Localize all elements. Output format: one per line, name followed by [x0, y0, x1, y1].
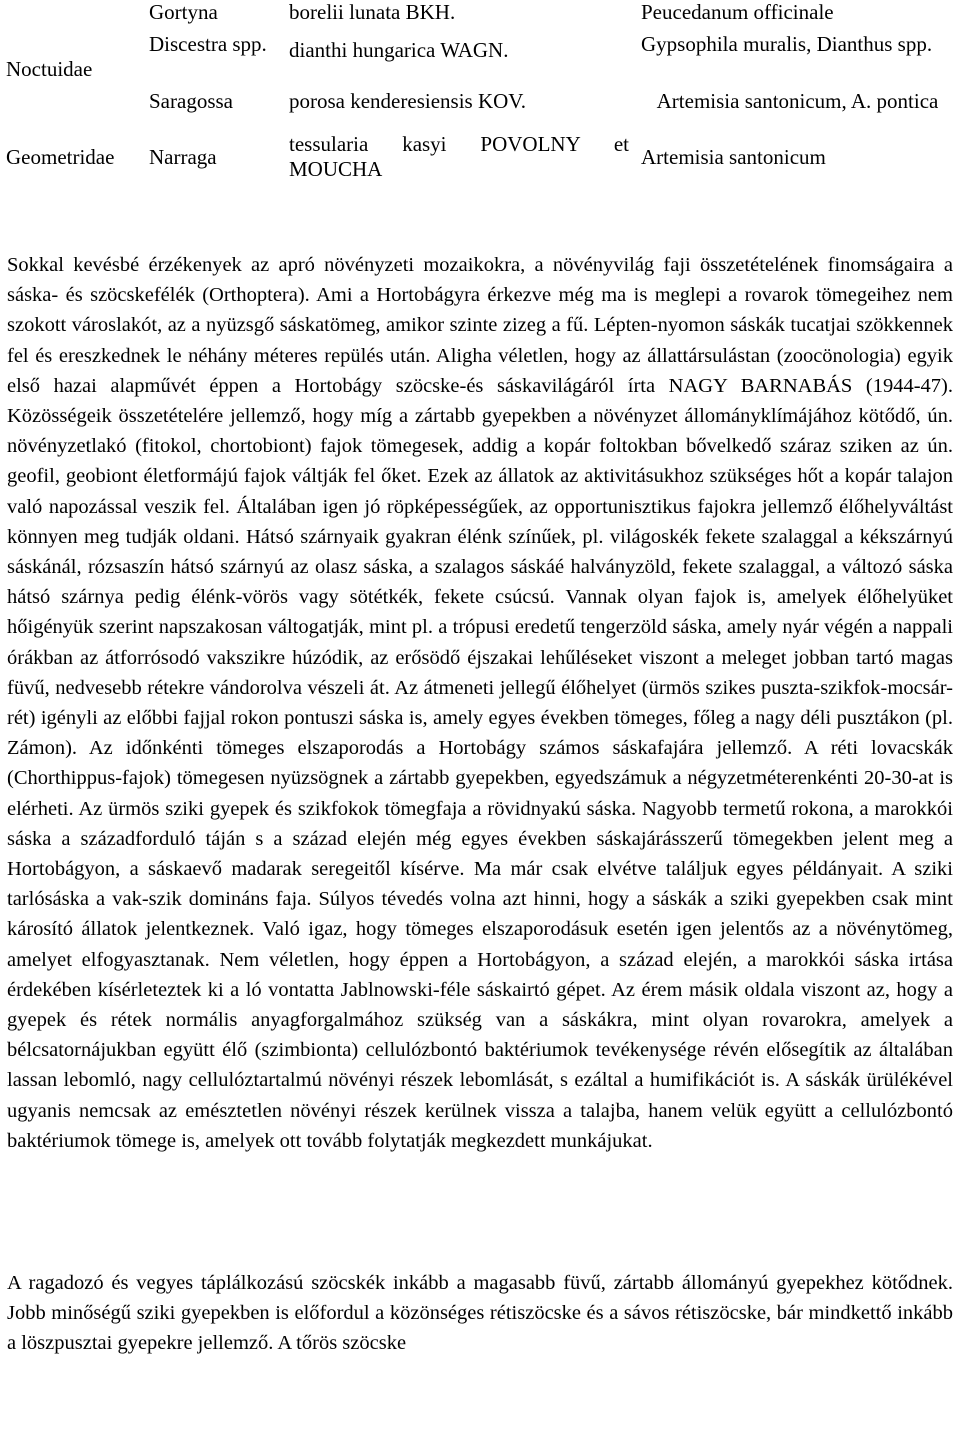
genus-name: Narraga [149, 144, 217, 169]
paragraph: Sokkal kevésbé érzékenyek az apró növényzeti mozaikokra, a növényvilág faji összetételének finomságaira a sáska- és szöcskefélék (Orthoptera). Ami a Hortobágyra érkezve még ma is meglepi a rovarok tömegeihez nem szokott városlakót, az a nyüzsgő sáskatömeg, amikor szinte zizeg a fű. Lépten-nyomon sáskák tucatjai szökkennek fel és ereszkednek le néhány méteres repülés után. Aligha véletlen, hogy az állattársulástan (zoocönologia) egyik első hazai alapművét éppen a Hortobágy szöcske-és sáskavilágáról írta NAGY BARNABÁS (1944-47). Közösségeik összetételére jellemző, hogy míg a zártabb gyepekben a növényzet állományklímájához kötődő, ún. növényzetlakó (fitokol, chortobiont) fajok tömegesek, addig a kopár foltokban bővelkedő száraz sziken az ún. geofil, geobiont életformájú fajok váltják fel őket. Ezek az állatok az aktivitásukhoz szükséges hőt a kopár talajon való napozással veszik fel. Általában igen jó röpképességűek, az opportunisztikus fajokra jellemző élőhelyváltást könnyen meg tudják oldani. Hátsó szárnyaik gyakran élénk színűek, pl. világoskék fekete szalaggal a kékszárnyú sáskánál, rózsaszín hátsó szárnyú az olasz sáska, a szalagos sáskáé halványzöld, fekete szalaggal, a változó sáska hátsó szárnya pedig élénk-vörös vagy sötétkék, fekete csúcsú. Vannak olyan fajok is, amelyek élőhelyüket hőigényük szerint napszakosan váltogatják, mint pl. a trópusi eredetű tengerzöld sáska, amely nyár végén a nappali órákban az átforrósodó vakszikre húzódik, az erősödő éjszakai lehűléseket viszont a meleget jobban tartó magas füvű, nedvesebb rétekre vándorolva vészeli át. Az átmeneti jellegű élőhelyet (ürmös szikes puszta-szikfok-mocsár-rét) igényli az előbbi fajjal rokon pontuszi sáska is, amely egyes években tömeges, főleg a nagy déli pusztákon (pl. Zámon). Az időnkénti tömeges elszaporodás a Hortobágy számos sáskafajára jellemző. A réti lovacskák (Chorthippus-fajok) tömegesen nyüzsögnek a zártabb gyepekben, egyedszámuk a négyzetméterenkénti 20-30-at is elérheti. Az ürmös sziki gyepek és szikfokok tömegfaja a rövidnyakú sáska. Nagyobb termetű rokona, a marokkói sáska a századforduló táján s a század elején még egyes években sáskajárásszerű tömegekben jelent meg a Hortobágyon, a sáskaevő madarak seregeitől kísérve. Ma már csak elvétve találjuk egyes példányait. A sziki tarlósáska a vak-szik domináns faja. Súlyos tévedés volna azt hinni, hogy a sáskák a sziki gyepekben csak mint károsító állatok jelentkeznek. Való igaz, hogy tömeges elszaporodásuk esetén igen jelentős az a növénytömeg, amelyet elfogyasztanak. Nem véletlen, hogy éppen a Hortobágyon, a század elején, a marokkói sáska irtása érdekében kísérleteztek ki a ló vontatta Jablnowski-féle sáskairtó gépet. Az érem másik oldala viszont az, hogy a gyepek és rétek normális anyagforgalmához szükség van a sáskákra, mint olyan rovarokra, amelyek a bélcsatornájukban együtt élő (szimbionta) cellulózbontó baktériumok tevékenysége révén elősegítik az általában lassan lebomló, nagy cellulóztartalmú növényi részek lebomlását, s ezáltal a humifikációt is. A sáskák ürülékével ugyanis nemcsak az emésztetlen növényi részek kerülnek vissza a talajba, hanem velük együtt a cellulózbontó baktériumok tömege is, amelyek ott tovább folytatják megkezdett munkájukat. [7, 254, 953, 1152]
table-row [0, 25, 960, 75]
host-plant: Gypsophila muralis, Dianthus spp. [641, 32, 933, 56]
species-name: porosa kenderesiensis KOV. [289, 88, 526, 113]
genus-name: Gortyna [149, 0, 218, 24]
genus-cell [143, 0, 283, 25]
paragraph: A ragadozó és vegyes táplálkozású szöcskék inkább a magasabb füvű, zártabb állományú gyepekhez kötődnek. Jobb minőségű sziki gyepekben is előfordul a közönséges rétiszöcske és a sávos rétiszöcske, bár mindkettő inkább a löszpusztai gyepekre jellemző. A tőrös szöcske [7, 1272, 953, 1355]
host-cell [635, 127, 960, 187]
body-text-predatory-crickets [7, 1268, 953, 1359]
species-table-container [0, 0, 960, 187]
table-row [0, 75, 960, 127]
genus-cell [143, 127, 283, 187]
table-row [0, 127, 960, 187]
host-plant: Peucedanum officinale [641, 0, 834, 24]
family-name: Noctuidae [6, 57, 93, 81]
body-text-orthoptera [7, 250, 953, 1156]
host-cell [635, 25, 960, 75]
genus-cell [143, 25, 283, 75]
species-cell [283, 0, 635, 25]
family-cell [0, 0, 143, 127]
genus-name: Discestra spp. [149, 32, 267, 56]
table-row [0, 0, 960, 25]
species-table [0, 0, 960, 187]
host-plant: Artemisia santonicum, A. pontica [656, 88, 939, 113]
species-cell [283, 25, 635, 75]
species-name: tessularia kasyi POVOLNY et MOUCHA [289, 132, 629, 181]
host-cell [635, 0, 960, 25]
genus-name: Saragossa [149, 88, 233, 113]
species-cell [283, 75, 635, 127]
host-cell [635, 75, 960, 127]
genus-cell [143, 75, 283, 127]
species-name: borelii lunata BKH. [289, 0, 456, 24]
host-plant: Artemisia santonicum [641, 144, 826, 169]
species-name: dianthi hungarica WAGN. [289, 37, 509, 62]
family-cell [0, 127, 143, 187]
family-name: Geometridae [6, 144, 115, 169]
species-cell [283, 127, 635, 187]
